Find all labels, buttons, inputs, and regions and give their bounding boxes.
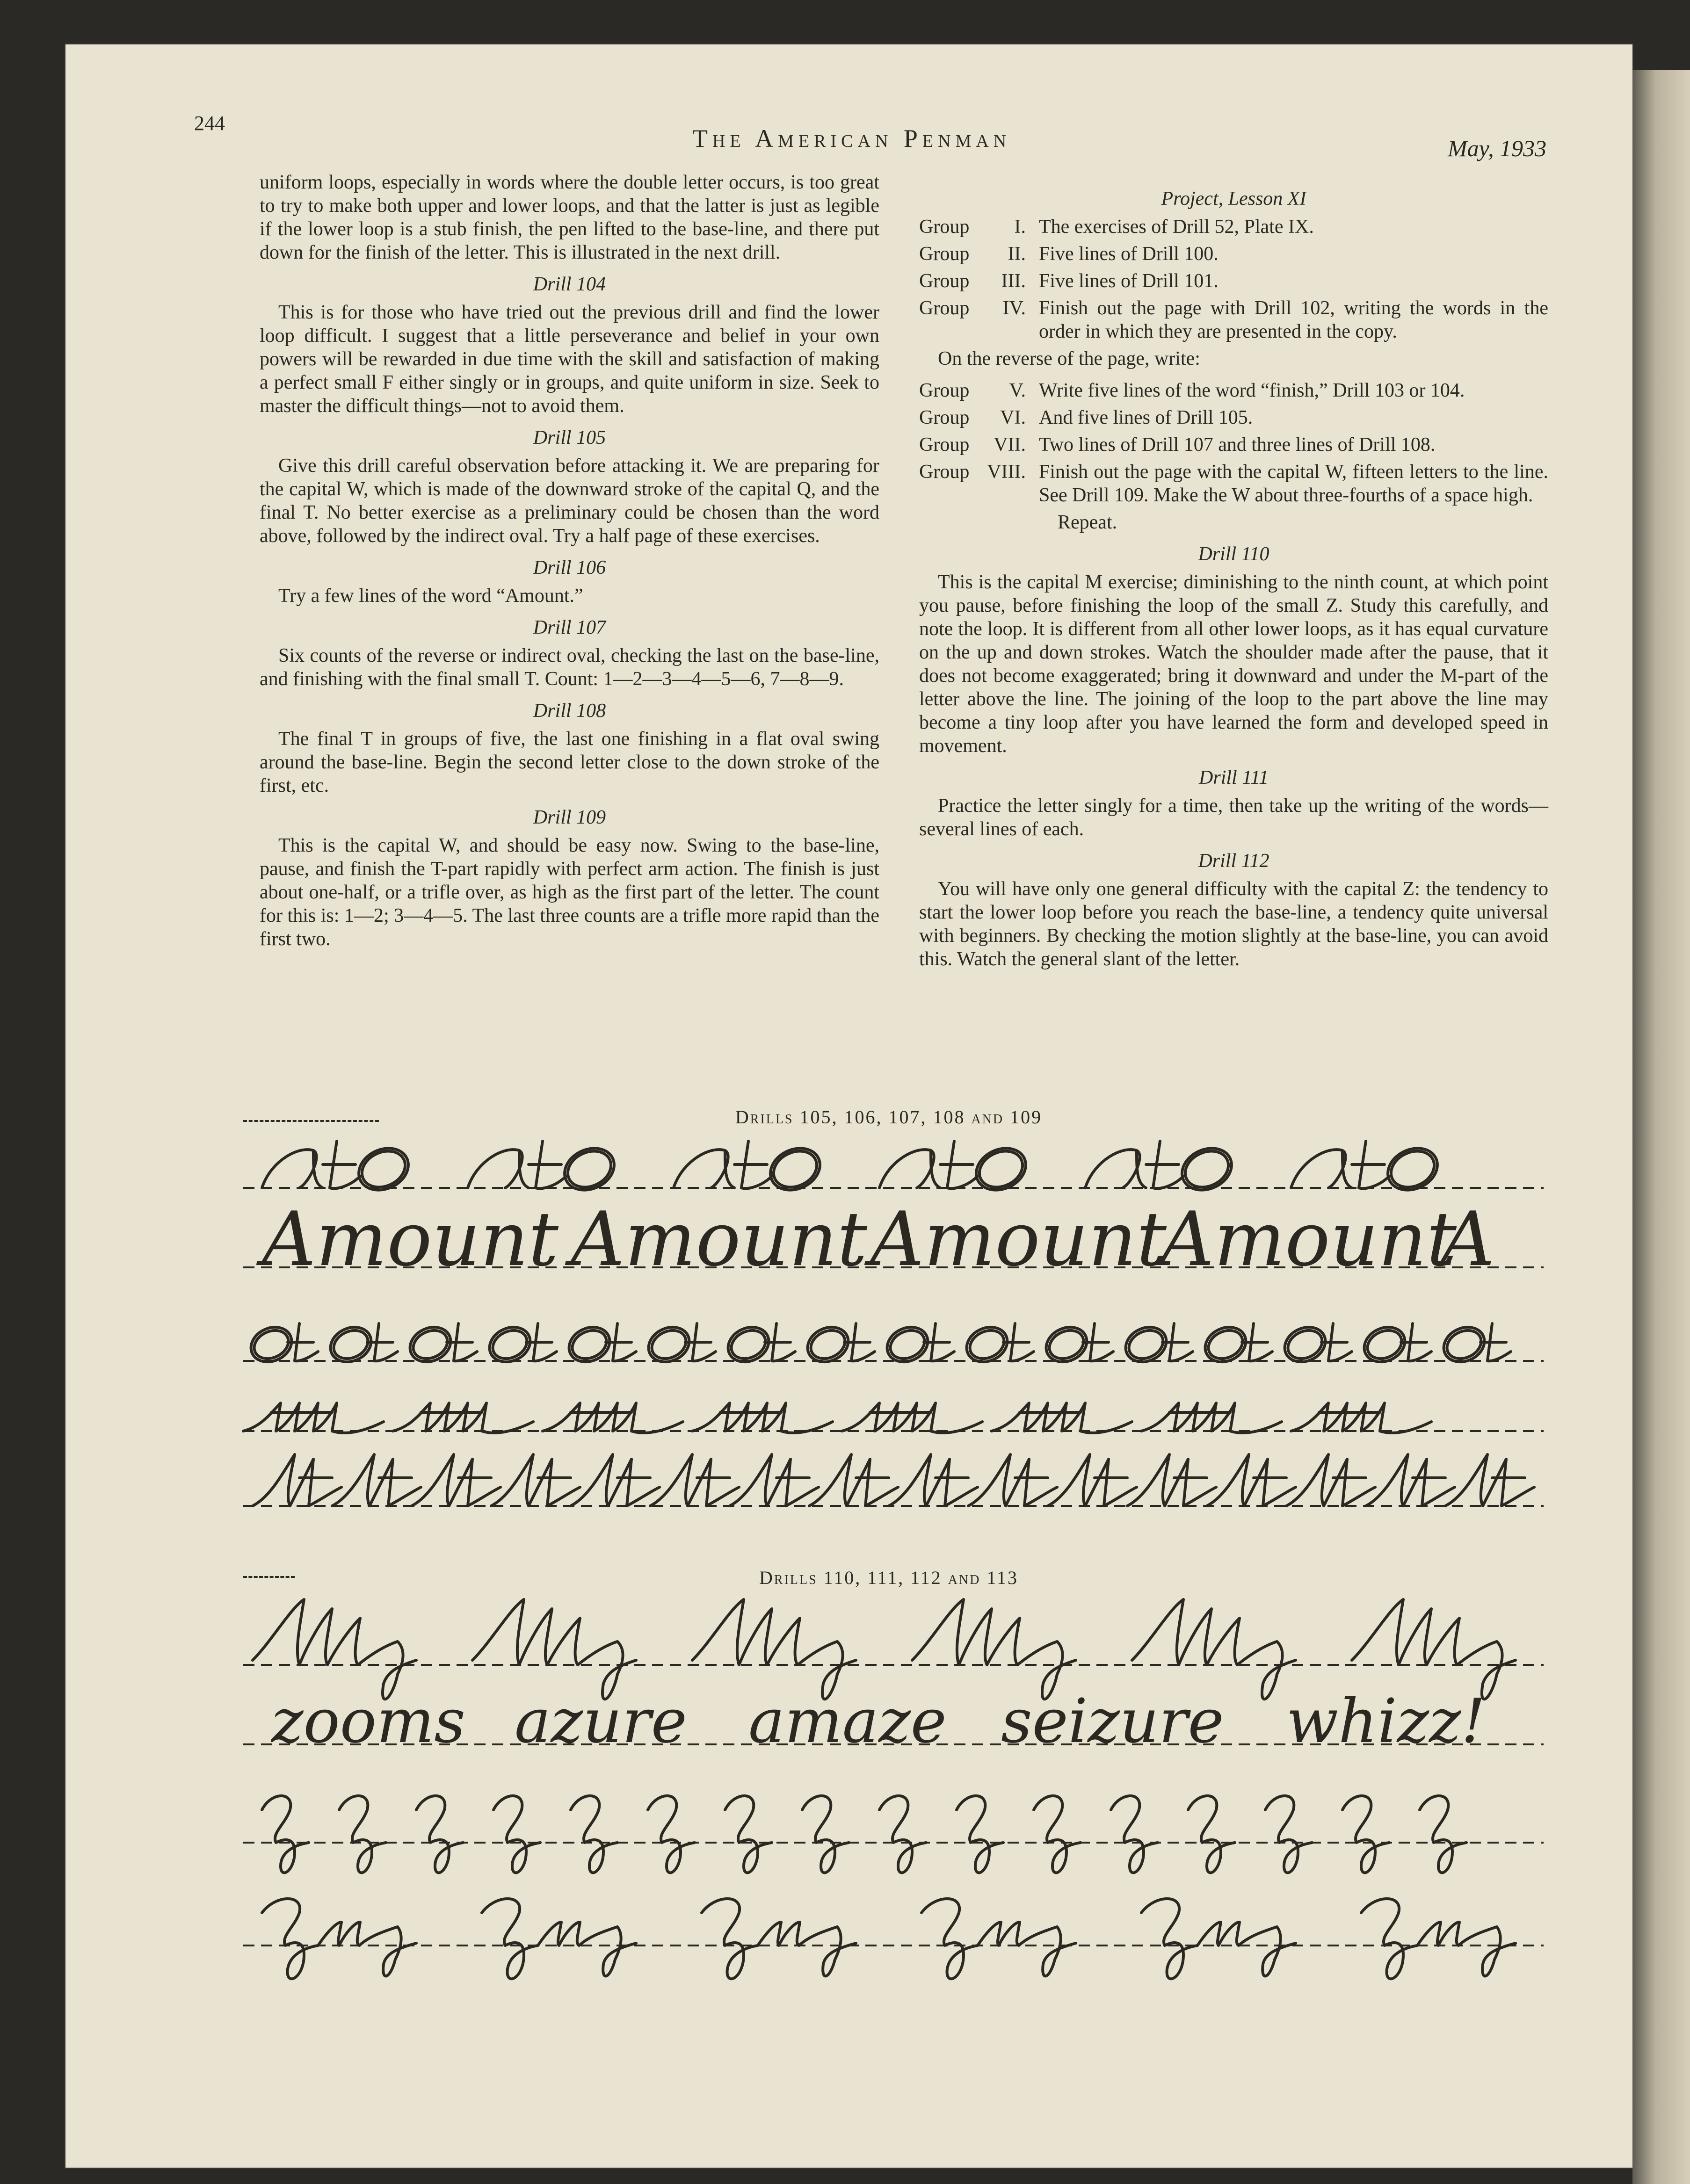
adjacent-page-edge bbox=[1632, 70, 1690, 2184]
script-row-amount bbox=[243, 1195, 1544, 1283]
script-word: Amount bbox=[1160, 1195, 1457, 1283]
group-label: Group bbox=[919, 461, 970, 483]
drill-heading: Drill 107 bbox=[533, 617, 606, 638]
drill-text: Try a few lines of the word “Amount.” bbox=[278, 585, 583, 607]
drill-plate-two bbox=[243, 1590, 1553, 2011]
group-number: VI. bbox=[1000, 407, 1026, 428]
group-label: Group bbox=[919, 216, 970, 238]
left-column bbox=[260, 171, 879, 959]
plate-caption: Drills 105, 106, 107, 108 and 109 bbox=[735, 1106, 1043, 1128]
group-number: III. bbox=[1001, 270, 1026, 292]
drill-text: Give this drill careful observation before attacking it. We are preparing for the capital W, which is made of the downward stroke of the capital Q, and the final T. No better exercise as a preliminary could be chosen than the word above, followed by the indirect oval. Try a half page of these exercises. bbox=[260, 455, 879, 547]
right-column bbox=[919, 187, 1548, 979]
group-text: And five lines of Drill 105. bbox=[1039, 407, 1253, 428]
drill-heading: Drill 111 bbox=[1199, 767, 1269, 788]
page-number: 244 bbox=[194, 112, 225, 135]
intro-paragraph: uniform loops, especially in words where the double letter occurs, is too great to try to make both upper and lower loops, and that the latter is just as legible if the lower loop is a stub finish, the pen lifted to the base-line, and there put down for the finish of the letter. This is illustrated in the next drill. bbox=[260, 172, 879, 263]
group-row bbox=[919, 269, 1548, 293]
drill-plate-one bbox=[243, 1132, 1553, 1543]
script-word: zooms bbox=[271, 1685, 466, 1757]
reverse-heading: On the reverse of the page, write: bbox=[938, 348, 1200, 369]
group-row bbox=[919, 379, 1548, 402]
drill-text: Practice the letter singly for a time, then take up the writing of the words—several lines of each. bbox=[919, 795, 1548, 840]
script-word: Amount bbox=[870, 1195, 1167, 1283]
group-number: VII. bbox=[994, 434, 1026, 456]
group-label: Group bbox=[919, 380, 970, 401]
drill-heading: Drill 112 bbox=[1198, 850, 1269, 872]
drill-heading: Drill 104 bbox=[533, 274, 606, 295]
group-label: Group bbox=[919, 407, 970, 428]
repeat-note: Repeat. bbox=[1058, 512, 1117, 533]
drill-heading: Drill 105 bbox=[533, 427, 606, 448]
script-word: Amount bbox=[262, 1195, 558, 1283]
group-label: Group bbox=[919, 434, 970, 456]
issue-date: May, 1933 bbox=[1448, 135, 1547, 161]
group-label: Group bbox=[919, 297, 970, 319]
drill-text: Six counts of the reverse or indirect oval, checking the last on the base-line, and finishing with the final small T. Count: 1—2—3—4—5—6, 7—8—9. bbox=[260, 645, 879, 690]
plate-rule bbox=[243, 1120, 379, 1122]
script-word: amaze bbox=[748, 1685, 947, 1757]
group-text: Two lines of Drill 107 and three lines of Drill 108. bbox=[1039, 434, 1436, 456]
script-row-words bbox=[243, 1685, 1544, 1757]
script-row-zmz bbox=[243, 1899, 1544, 1979]
group-number: I. bbox=[1014, 216, 1026, 238]
group-number: IV. bbox=[1002, 297, 1026, 319]
script-row-capital-m bbox=[243, 1599, 1544, 1699]
drill-text: The final T in groups of five, the last one finishing in a flat oval swing around the base-line. Begin the second letter close to the down stroke of the first, etc. bbox=[260, 728, 879, 796]
group-text: The exercises of Drill 52, Plate IX. bbox=[1039, 216, 1314, 238]
script-word: azure bbox=[515, 1685, 687, 1757]
drill-text: You will have only one general difficulty with the capital Z: the tendency to start the lower loop before you reach the base-line, a tendency quite universal with beginners. By checking the motion slightly at the base-line, you can avoid this. Watch the general slant of the letter. bbox=[919, 878, 1548, 970]
script-row-at-ovals bbox=[243, 1141, 1544, 1198]
script-word: seizure bbox=[1001, 1685, 1224, 1757]
drill-heading: Drill 110 bbox=[1198, 543, 1269, 565]
group-row bbox=[919, 242, 1548, 266]
group-row bbox=[919, 297, 1548, 343]
group-text: Five lines of Drill 101. bbox=[1039, 270, 1219, 292]
script-row-capital-w bbox=[243, 1454, 1544, 1506]
group-label: Group bbox=[919, 270, 970, 292]
group-row bbox=[919, 433, 1548, 456]
drill-text: This is for those who have tried out the previous drill and find the lower loop difficult. I suggest that a little perseverance and belief in your own powers will be rewarded in due time with the skill and satisfaction of making a perfect small F either singly or in groups, and quite uniform in size. Seek to master the difficult things—not to avoid them. bbox=[260, 302, 879, 417]
group-row bbox=[919, 215, 1548, 239]
script-word: whizz! bbox=[1286, 1685, 1486, 1757]
script-word: Amount bbox=[571, 1195, 867, 1283]
group-text: Finish out the page with the capital W, fifteen letters to the line. See Drill 109. Make the W about three-fourths of a space high. bbox=[1039, 461, 1548, 506]
group-row bbox=[919, 460, 1548, 507]
drill-heading: Drill 106 bbox=[533, 557, 606, 579]
running-title: The American Penman bbox=[692, 124, 1011, 152]
drill-heading: Drill 109 bbox=[533, 807, 606, 828]
script-row-capital-z bbox=[243, 1796, 1544, 1873]
group-text: Finish out the page with Drill 102, writing the words in the order in which they are presented in the copy. bbox=[1039, 297, 1548, 342]
group-text: Five lines of Drill 100. bbox=[1039, 243, 1219, 265]
script-row-final-t bbox=[243, 1403, 1544, 1433]
drill-text: This is the capital W, and should be easy now. Swing to the base-line, pause, and finish the T-part rapidly with perfect arm action. The finish is just about one-half, or a trifle over, as high as the first part of the letter. The count for this is: 1—2; 3—4—5. The last three counts are a trifle more rapid than the first two. bbox=[260, 835, 879, 950]
script-row-oval-t bbox=[243, 1321, 1544, 1368]
script-word: A bbox=[1441, 1195, 1495, 1283]
project-heading: Project, Lesson XI bbox=[1161, 188, 1306, 210]
drill-heading: Drill 108 bbox=[533, 700, 606, 722]
group-number: II. bbox=[1008, 243, 1026, 265]
group-row bbox=[919, 406, 1548, 429]
group-number: VIII. bbox=[987, 461, 1026, 483]
group-number: V. bbox=[1009, 380, 1026, 401]
plate-caption: Drills 110, 111, 112 and 113 bbox=[759, 1567, 1018, 1588]
group-label: Group bbox=[919, 243, 970, 265]
drill-text: This is the capital M exercise; diminishing to the ninth count, at which point you pause, before finishing the loop of the small Z. Study this carefully, and note the loop. It is different from all other lower loops, as it has equal curvature on the up and down strokes. Watch the shoulder made after the pause, that it does not become exaggerated; bring it downward and under the M-part of the letter above the line. The joining of the loop to the part above the line may become a tiny loop after you have learned the form and developed speed in movement. bbox=[919, 571, 1548, 757]
plate-rule bbox=[243, 1576, 295, 1578]
group-text: Write five lines of the word “finish,” Drill 103 or 104. bbox=[1039, 380, 1465, 401]
